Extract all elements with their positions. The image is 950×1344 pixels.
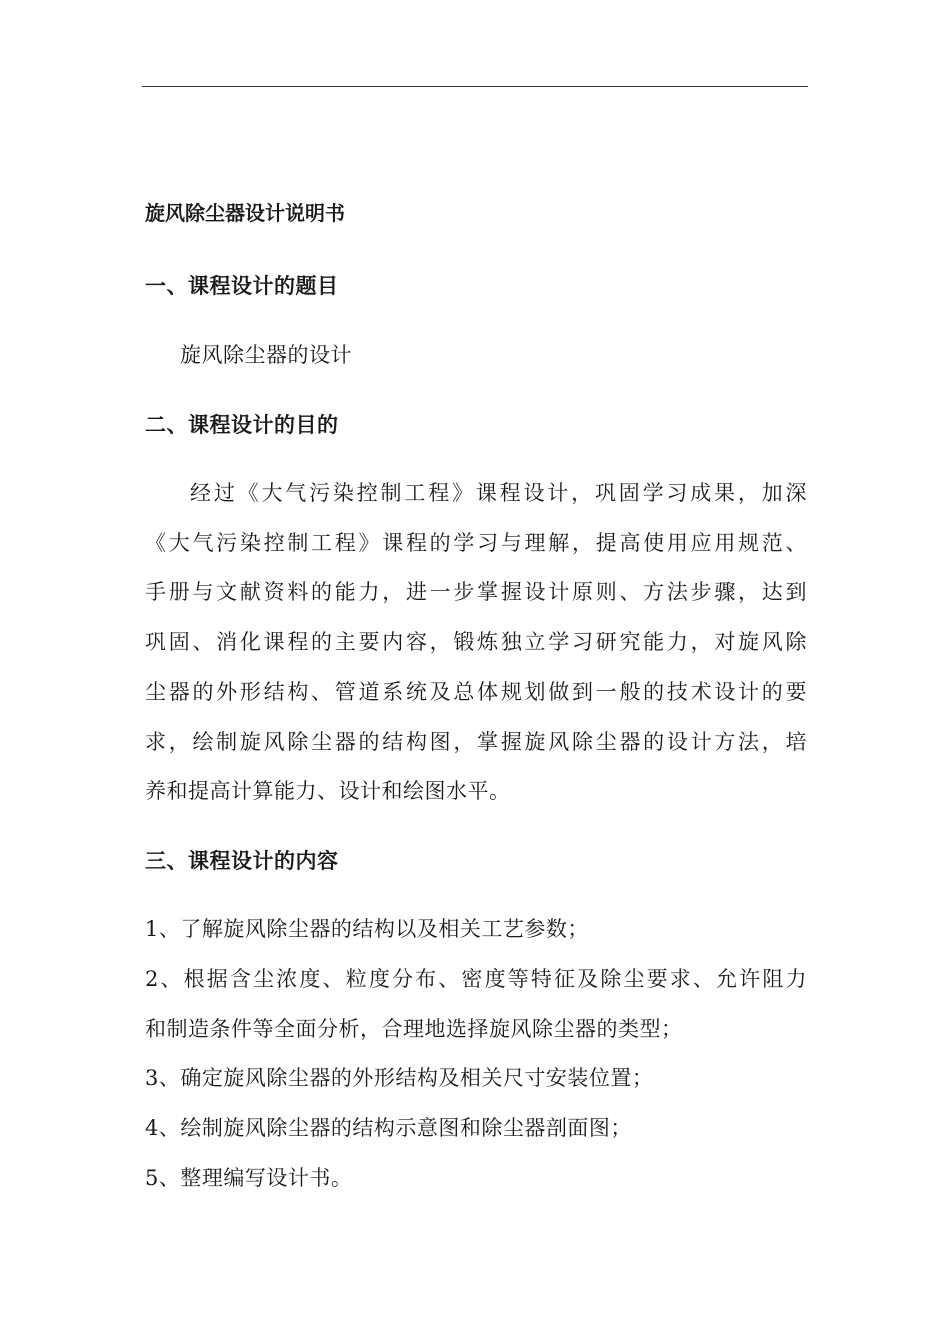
section-heading-purpose: 二、课程设计的目的 bbox=[145, 413, 339, 437]
list-item: 5、整理编写设计书。 bbox=[145, 1166, 353, 1190]
list-item: 4、绘制旋风除尘器的结构示意图和除尘器剖面图； bbox=[145, 1116, 632, 1140]
section-heading-content: 三、课程设计的内容 bbox=[145, 849, 339, 873]
paragraph-line: 尘器的外形结构、管道系统及总体规划做到一般的技术设计的要 bbox=[145, 680, 807, 704]
list-item: 2、根据含尘浓度、粒度分布、密度等特征及除尘要求、允许阻力 bbox=[145, 967, 807, 991]
paragraph-line: 求，绘制旋风除尘器的结构图，掌握旋风除尘器的设计方法，培 bbox=[145, 730, 807, 754]
paragraph-line: 巩固、消化课程的主要内容，锻炼独立学习研究能力，对旋风除 bbox=[145, 630, 807, 654]
list-item: 3、确定旋风除尘器的外形结构及相关尺寸安装位置； bbox=[145, 1066, 654, 1090]
paragraph-line: 手册与文献资料的能力，进一步掌握设计原则、方法步骤，达到 bbox=[145, 580, 807, 604]
paragraph-line: 养和提高计算能力、设计和绘图水平。 bbox=[145, 779, 511, 803]
document-title: 旋风除尘器设计说明书 bbox=[145, 201, 345, 225]
section-heading-topic: 一、课程设计的题目 bbox=[145, 274, 339, 298]
paragraph-line: 《大气污染控制工程》课程的学习与理解，提高使用应用规范、 bbox=[145, 531, 807, 555]
paragraph-line: 经过《大气污染控制工程》课程设计，巩固学习成果，加深 bbox=[190, 481, 807, 505]
list-item: 1、了解旋风除尘器的结构以及相关工艺参数； bbox=[145, 917, 589, 941]
paragraph-line: 旋风除尘器的设计 bbox=[180, 343, 352, 367]
header-rule bbox=[142, 86, 808, 87]
list-item-continuation: 和制造条件等全面分析，合理地选择旋风除尘器的类型； bbox=[145, 1017, 683, 1041]
